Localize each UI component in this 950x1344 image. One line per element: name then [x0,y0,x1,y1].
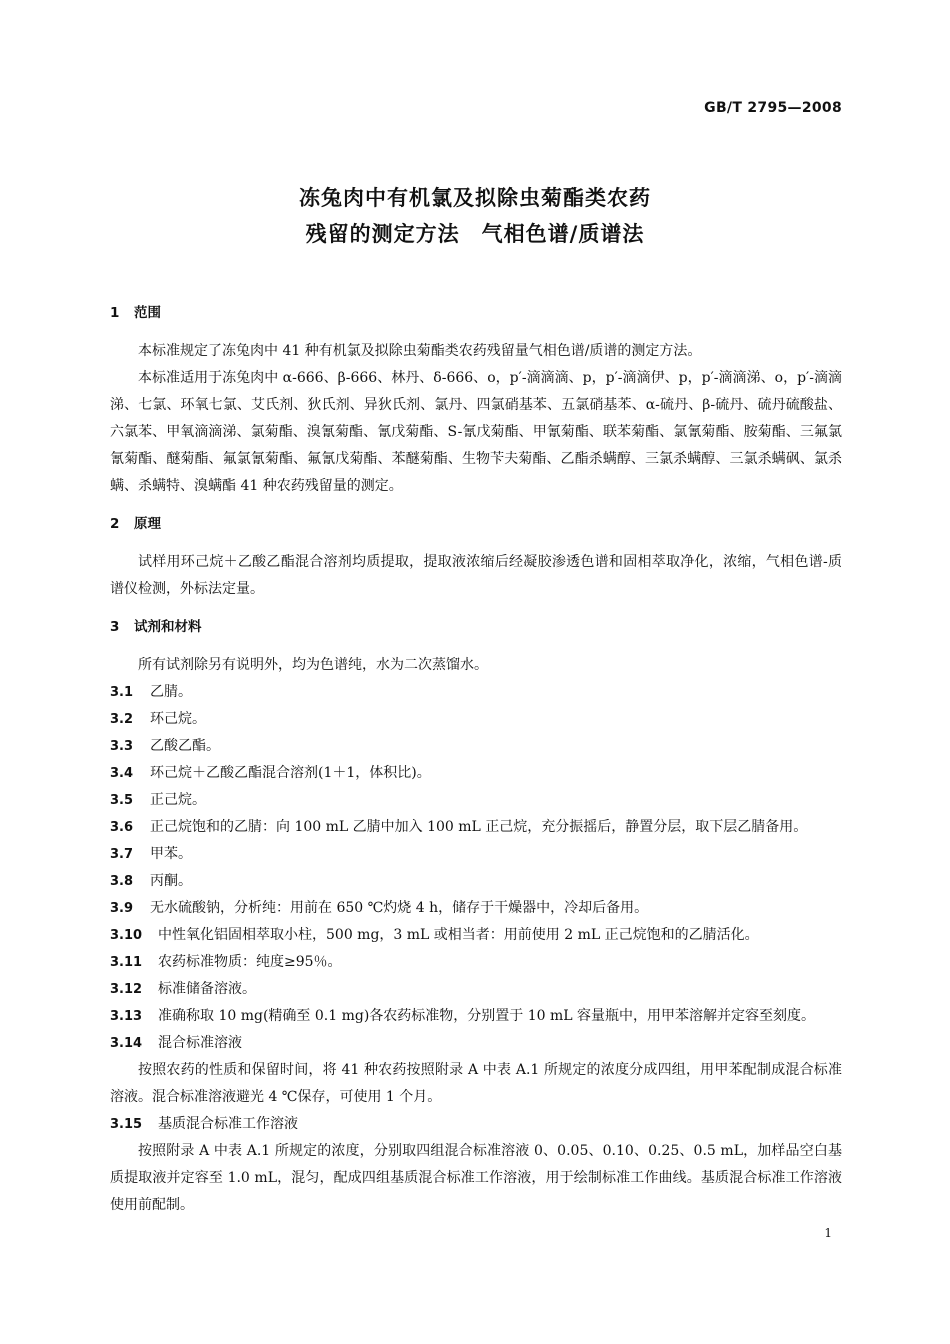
list-item [110,679,842,706]
item-text: 基质混合标准工作溶液 [158,1116,298,1132]
section-title: 原理 [134,516,161,532]
item-text: 正己烷。 [150,792,206,808]
paragraph: 本标准适用于冻兔肉中 α-666、β-666、林丹、δ-666、o，p′-滴滴滴、p，p′-滴滴伊、p，p′-滴滴涕、o，p′-滴滴涕、七氯、环氧七氯、艾氏剂、狄氏剂、异狄氏剂、氯丹、四氯硝基苯、五氯硝基苯、α-硫丹、β-硫丹、硫丹硫酸盐、六氯苯、甲氧滴滴涕、氯菊酯、溴氰菊酯、氰戊菊酯、S-氰戊菊酯、甲氰菊酯、联苯菊酯、氯氰菊酯、胺菊酯、三氟氯氰菊酯、醚菊酯、氟氯氰菊酯、氟氰戊菊酯、苯醚菊酯、生物苄夫菊酯、乙酯杀螨醇、三氯杀螨醇、三氯杀螨砜、氯杀螨、杀螨特、溴螨酯 41 种农药残留量的测定。 [110,370,842,494]
document-title [0,180,950,252]
list-item [110,1003,842,1030]
item-number: 3.8 [110,874,134,889]
item-text: 农药标准物质：纯度≥95％。 [158,954,342,970]
list-item [110,895,842,922]
section-number: 1 [110,305,120,321]
paragraph: 所有试剂除另有说明外，均为色谱纯，水为二次蒸馏水。 [138,657,488,673]
title-line-1: 冻兔肉中有机氯及拟除虫菊酯类农药 [299,186,651,210]
list-item [110,841,842,868]
item-text: 甲苯。 [150,846,192,862]
item-number: 3.12 [110,982,143,997]
item-number: 3.2 [110,712,134,727]
document-body [110,300,842,1219]
item-number: 3.6 [110,820,134,835]
item-number: 3.10 [110,928,143,943]
item-number: 3.11 [110,955,143,970]
section-number: 2 [110,516,120,532]
item-text: 无水硫酸钠，分析纯：用前在 650 ℃灼烧 4 h，储存于干燥器中，冷却后备用。 [150,900,649,916]
list-item [110,922,842,949]
paragraph: 试样用环己烷＋乙酸乙酯混合溶剂均质提取，提取液浓缩后经凝胶渗透色谱和固相萃取净化，浓缩，气相色谱-质谱仪检测，外标法定量。 [110,554,842,597]
section-heading-principle [110,511,842,538]
item-text: 准确称取 10 mg(精确至 0.1 mg)各农药标准物，分别置于 10 mL 容量瓶中，用甲苯溶解并定容至刻度。 [158,1008,816,1024]
list-item [110,733,842,760]
item-number: 3.14 [110,1036,143,1051]
item-text: 中性氧化铝固相萃取小柱，500 mg，3 mL 或相当者：用前使用 2 mL 正己烷饱和的乙腈活化。 [158,927,759,943]
item-number: 3.7 [110,847,134,862]
list-item [110,976,842,1003]
section-heading-reagents [110,614,842,641]
paragraph: 按照附录 A 中表 A.1 所规定的浓度，分别取四组混合标准溶液 0、0.05、0.10、0.25、0.5 mL，加样品空白基质提取液并定容至 1.0 mL，混匀，配成四组基质混合标准工作溶液，用于绘制标准工作曲线。基质混合标准工作溶液使用前配制。 [110,1143,842,1213]
standard-code: GB/T 2795—2008 [704,100,842,116]
item-text: 丙酮。 [150,873,192,889]
reagent-list [110,679,842,1057]
list-item [110,868,842,895]
item-text: 乙酸乙酯。 [150,738,220,754]
list-item [110,814,842,841]
item-number: 3.1 [110,685,134,700]
item-number: 3.3 [110,739,134,754]
list-item [110,1111,842,1138]
page-number: 1 [824,1226,832,1240]
list-item [110,1030,842,1057]
paragraph: 按照农药的性质和保留时间，将 41 种农药按照附录 A 中表 A.1 所规定的浓度分成四组，用甲苯配制成混合标准溶液。混合标准溶液避光 4 ℃保存，可使用 1 个月。 [110,1062,842,1105]
item-text: 标准储备溶液。 [158,981,256,997]
list-item [110,706,842,733]
item-number: 3.15 [110,1117,143,1132]
item-number: 3.13 [110,1009,143,1024]
item-number: 3.5 [110,793,134,808]
section-title: 试剂和材料 [134,619,202,635]
paragraph: 本标准规定了冻兔肉中 41 种有机氯及拟除虫菊酯类农药残留量气相色谱/质谱的测定方法。 [138,343,702,359]
section-title: 范围 [134,305,161,321]
title-line-2: 残留的测定方法 气相色谱/质谱法 [305,222,645,246]
section-heading-scope [110,300,842,327]
list-item [110,787,842,814]
item-text: 混合标准溶液 [158,1035,242,1051]
section-number: 3 [110,619,120,635]
item-number: 3.4 [110,766,134,781]
item-text: 环己烷＋乙酸乙酯混合溶剂(1＋1，体积比)。 [150,765,431,781]
item-text: 正己烷饱和的乙腈：向 100 mL 乙腈中加入 100 mL 正己烷，充分振摇后，静置分层，取下层乙腈备用。 [150,819,808,835]
item-text: 乙腈。 [150,684,192,700]
item-number: 3.9 [110,901,134,916]
list-item [110,949,842,976]
item-text: 环己烷。 [150,711,206,727]
list-item [110,760,842,787]
